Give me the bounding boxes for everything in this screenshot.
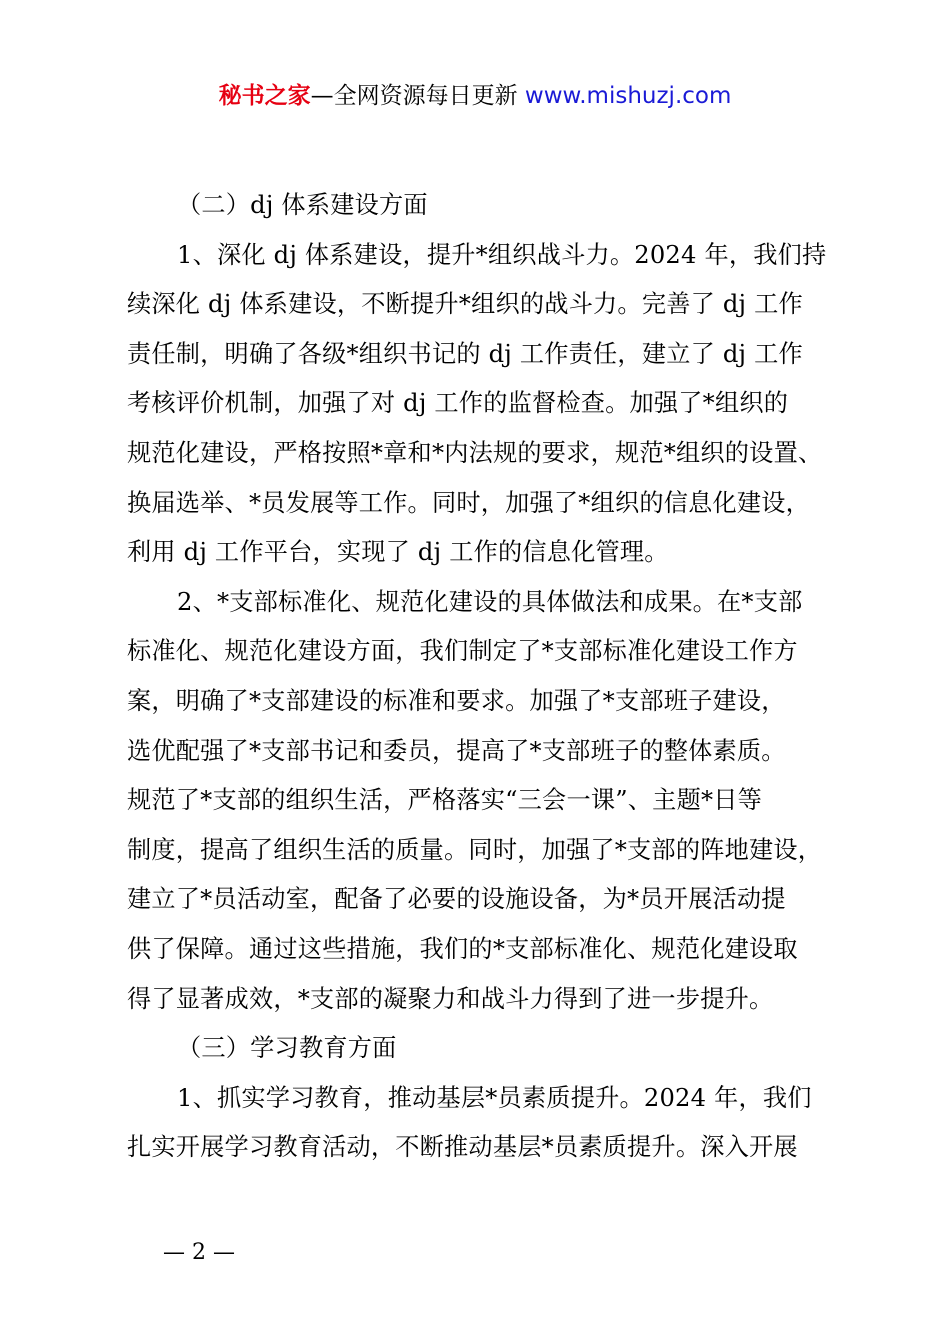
paragraph-line: 规范化建设，严格按照*章和*内法规的要求，规范*组织的设置、: [127, 438, 823, 467]
paragraph-line: 制度，提高了组织生活的质量。同时，加强了*支部的阵地建设，: [127, 835, 823, 864]
paragraph-line: 2、*支部标准化、规范化建设的具体做法和成果。在*支部: [177, 587, 803, 616]
paragraph-line: 利用 dj 工作平台，实现了 dj 工作的信息化管理。: [127, 538, 669, 567]
paragraph-line: 换届选举、*员发展等工作。同时，加强了*组织的信息化建设，: [127, 488, 811, 517]
paragraph-line: 案，明确了*支部建设的标准和要求。加强了*支部班子建设，: [127, 686, 786, 715]
paragraph-line: 规范了*支部的组织生活，严格落实“三会一课”、主题*日等: [127, 786, 763, 815]
paragraph-line: 1、深化 dj 体系建设，提升*组织战斗力。2024 年，我们持: [177, 240, 827, 269]
brand-name: 秘书之家: [218, 83, 311, 109]
paragraph-line: 得了显著成效，*支部的凝聚力和战斗力得到了进一步提升。: [127, 984, 774, 1013]
paragraph-line: 扎实开展学习教育活动，不断推动基层*员素质提升。深入开展: [127, 1133, 798, 1162]
website-link[interactable]: www.mishuzj.com: [524, 83, 732, 109]
paragraph-line: 考核评价机制，加强了对 dj 工作的监督检查。加强了*组织的: [127, 389, 789, 418]
paragraph-line: 1、抓实学习教育，推动基层*员素质提升。2024 年，我们: [177, 1083, 812, 1112]
paragraph-line: 选优配强了*支部书记和委员，提高了*支部班子的整体素质。: [127, 736, 786, 765]
section-heading: （三）学习教育方面: [177, 1034, 397, 1063]
paragraph-line: 责任制，明确了各级*组织书记的 dj 工作责任，建立了 dj 工作: [127, 339, 803, 368]
header-tagline: —全网资源每日更新: [310, 83, 518, 109]
paragraph-line: 建立了*员活动室，配备了必要的设施设备，为*员开展活动提: [127, 885, 786, 914]
section-heading: （二）dj 体系建设方面: [177, 191, 428, 219]
page-header: [0, 80, 950, 112]
paragraph-line: 供了保障。通过这些措施，我们的*支部标准化、规范化建设取: [127, 934, 798, 963]
paragraph-line: 续深化 dj 体系建设，不断提升*组织的战斗力。完善了 dj 工作: [127, 290, 803, 319]
paragraph-line: 标准化、规范化建设方面，我们制定了*支部标准化建设工作方: [127, 637, 798, 666]
document-body: [127, 181, 833, 1173]
page-number: — 2 —: [163, 1240, 235, 1265]
